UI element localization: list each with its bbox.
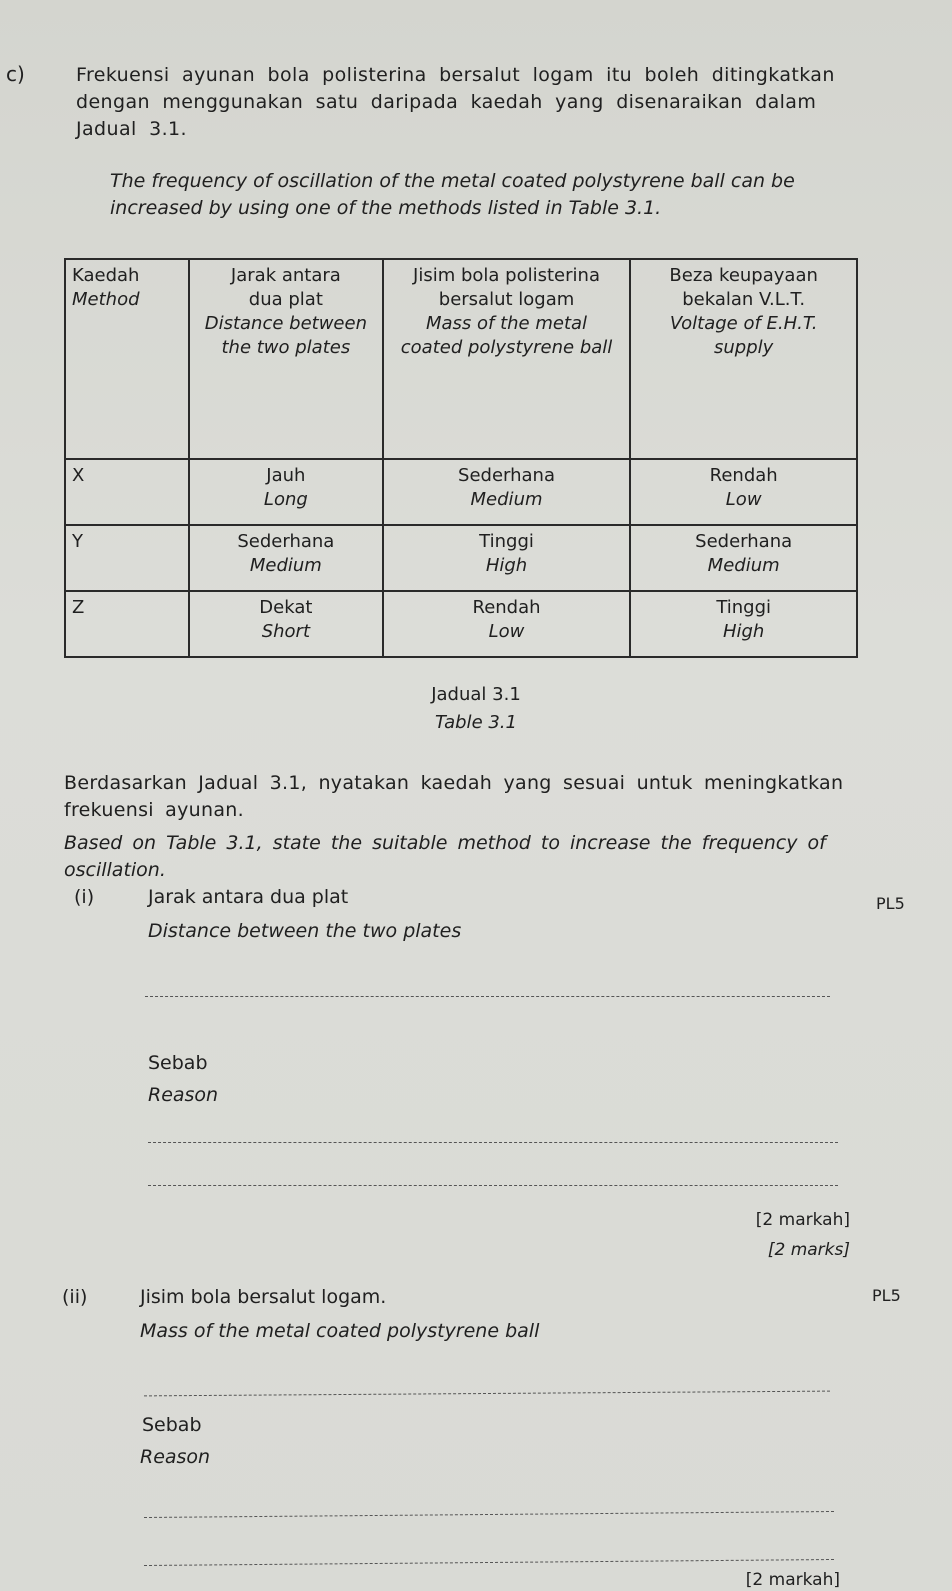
answer-line-ii[interactable] [144, 1391, 830, 1397]
part-i-reason-english: Reason [148, 1084, 219, 1106]
cell-english: Long [263, 489, 308, 510]
reason-line-i-1[interactable] [148, 1142, 838, 1143]
cell-english: Short [261, 621, 311, 642]
part-i-malay: Jarak antara dua plat [148, 886, 349, 908]
reason-line-ii-2[interactable] [144, 1559, 834, 1566]
row-method: X [65, 459, 189, 525]
part-i-reason-malay: Sebab [148, 1052, 208, 1074]
header-voltage-english: Voltage of E.H.T. supply [669, 313, 818, 358]
cell-malay: Rendah [709, 465, 778, 486]
cell-malay: Tinggi [716, 597, 772, 618]
table-row [65, 591, 857, 657]
table-cell [189, 525, 383, 591]
cell-malay: Rendah [472, 597, 541, 618]
table-cell [630, 525, 857, 591]
question-text-english: The frequency of oscillation of the metal coated polystyrene ball can be increased by using one of the methods listed in Table 3.1. [110, 170, 795, 219]
part-i-label: (i) [74, 886, 95, 908]
cell-english: Medium [707, 555, 780, 576]
part-ii-reason-malay: Sebab [142, 1414, 202, 1436]
cell-english: High [722, 621, 765, 642]
header-distance-english: Distance between the two plates [204, 313, 367, 358]
instruction-english: Based on Table 3.1, state the suitable method to increase the frequency of oscillation. [64, 832, 826, 881]
part-ii-malay: Jisim bola bersalut logam. [140, 1286, 387, 1308]
cell-english: Medium [249, 555, 322, 576]
question-text-malay: Frekuensi ayunan bola polisterina bersalut logam itu boleh ditingkatkan dengan menggunakan satu daripada kaedah yang disenaraikan dalam Jadual 3.1. [76, 64, 835, 140]
table-caption-malay: Jadual 3.1 [431, 684, 521, 705]
table-cell [630, 591, 857, 657]
cell-english: Low [488, 621, 525, 642]
part-i-marks-malay: [2 markah] [755, 1210, 850, 1230]
table-cell [630, 459, 857, 525]
table-cell [383, 591, 631, 657]
table-cell [189, 459, 383, 525]
table-row [65, 525, 857, 591]
header-method-english: Method [72, 289, 140, 310]
answer-line-i[interactable] [145, 996, 830, 997]
cell-malay: Sederhana [695, 531, 793, 552]
part-ii-english: Mass of the metal coated polystyrene ball [140, 1320, 540, 1342]
row-method: Y [65, 525, 189, 591]
header-method-malay: Kaedah [72, 265, 140, 286]
cell-english: High [485, 555, 528, 576]
header-distance-malay: Jarak antara dua plat [230, 265, 341, 310]
header-distance [189, 259, 383, 459]
part-ii-marks-malay: [2 markah] [745, 1570, 840, 1590]
question-label: c) [6, 62, 25, 86]
cell-malay: Jauh [266, 465, 306, 486]
reason-line-i-2[interactable] [148, 1185, 838, 1186]
cell-english: Medium [470, 489, 543, 510]
instruction-malay: Berdasarkan Jadual 3.1, nyatakan kaedah yang sesuai untuk meningkatkan frekuensi ayunan. [64, 772, 844, 821]
header-mass-english: Mass of the metal coated polystyrene ball [400, 313, 613, 358]
part-i-english: Distance between the two plates [148, 920, 462, 942]
table-cell [383, 525, 631, 591]
methods-table [64, 258, 858, 658]
cell-malay: Sederhana [458, 465, 555, 486]
header-method [65, 259, 189, 459]
reason-line-ii-1[interactable] [144, 1511, 834, 1518]
row-method: Z [65, 591, 189, 657]
cell-malay: Dekat [259, 597, 313, 618]
part-ii-reason-english: Reason [140, 1446, 211, 1468]
part-ii-level: PL5 [872, 1286, 901, 1305]
table-row [65, 459, 857, 525]
cell-malay: Sederhana [237, 531, 335, 552]
part-i-marks-english: [2 marks] [767, 1240, 850, 1260]
header-voltage [630, 259, 857, 459]
cell-english: Low [725, 489, 762, 510]
table-cell [189, 591, 383, 657]
header-voltage-malay: Beza keupayaan bekalan V.L.T. [669, 265, 818, 310]
table-cell [383, 459, 631, 525]
cell-malay: Tinggi [479, 531, 534, 552]
part-ii-label: (ii) [62, 1286, 88, 1308]
header-mass [383, 259, 631, 459]
header-mass-malay: Jisim bola polisterina bersalut logam [413, 265, 600, 310]
table-header-row [65, 259, 857, 459]
part-i-level: PL5 [876, 894, 905, 913]
table-caption-english: Table 3.1 [435, 712, 517, 733]
